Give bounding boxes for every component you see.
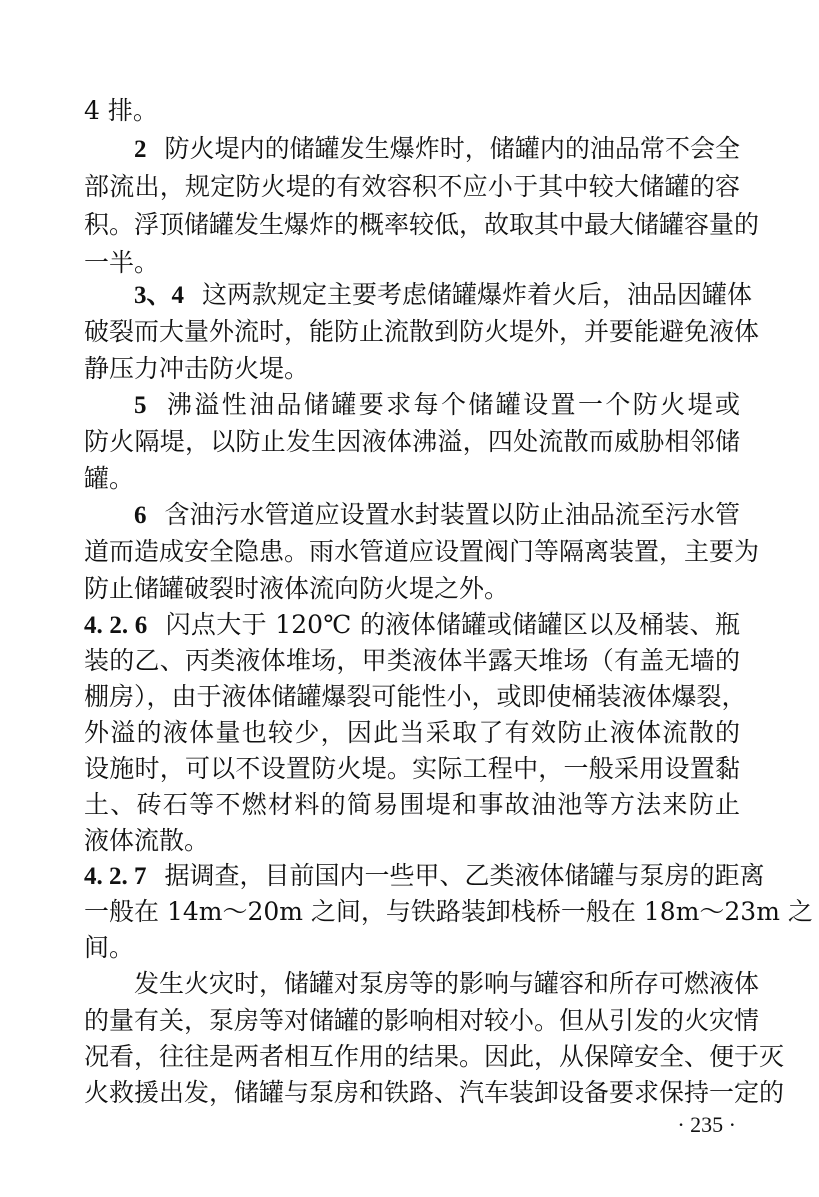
text-line: 棚房），由于液体储罐爆裂可能性小，或即使桶装液体爆裂， <box>84 682 747 711</box>
clause-line: 5 沸溢性油品储罐要求每个储罐设置一个防火堤或 <box>134 390 740 419</box>
text-line: 的量有关，泵房等对储罐的影响相对较小。但从引发的火灾情 <box>84 1006 760 1035</box>
text-line: 破裂而大量外流时，能防止流散到防火堤外，并要能避免液体 <box>84 317 760 346</box>
text-line: 一般在 14m～20m 之间，与铁路装卸栈桥一般在 18m～23m 之 <box>84 897 813 926</box>
clause-line: 3、4 这两款规定主要考虑储罐爆炸着火后，油品因罐体 <box>134 280 753 309</box>
text-line: 况看，往往是两者相互作用的结果。因此，从保障安全、便于灭 <box>84 1042 785 1071</box>
clause-line: 4. 2. 6 闪点大于 120℃ 的液体储罐或储罐区以及桶装、瓶 <box>84 610 740 639</box>
text-line: 一半。 <box>84 248 160 277</box>
text-line: 4 排。 <box>84 96 158 125</box>
page-number: · 235 · <box>677 1112 736 1137</box>
clause-number: 2 <box>134 136 147 163</box>
clause-line: 2 防火堤内的储罐发生爆炸时，储罐内的油品常不会全 <box>134 134 740 163</box>
clause-number: 3、4 <box>134 282 185 309</box>
text-line: 液体流散。 <box>84 826 210 855</box>
text-line: 部流出，规定防火堤的有效容积不应小于其中较大储罐的容 <box>84 172 740 201</box>
clause-line: 4. 2. 7 据调查，目前国内一些甲、乙类液体储罐与泵房的距离 <box>84 861 765 890</box>
clause-number: 5 <box>134 392 147 419</box>
text-line: 静压力冲击防火堤。 <box>84 354 310 383</box>
text-line: 间。 <box>84 933 135 962</box>
clause-number: 4. 2. 7 <box>84 863 147 890</box>
text-line: 装的乙、丙类液体堆场，甲类液体半露天堆场（有盖无墙的 <box>84 646 740 675</box>
text-line: 土、砖石等不燃材料的简易围堤和事故油池等方法来防止 <box>84 790 740 819</box>
text-line: 防火隔堤，以防止发生因液体沸溢，四处流散而威胁相邻储 <box>84 427 740 456</box>
text-line: 积。浮顶储罐发生爆炸的概率较低，故取其中最大储罐容量的 <box>84 210 760 239</box>
clause-number: 4. 2. 6 <box>84 612 148 639</box>
text-line: 火救援出发，储罐与泵房和铁路、汽车装卸设备要求保持一定的 <box>84 1078 785 1107</box>
clause-number: 6 <box>134 502 147 529</box>
text-line: 外溢的液体量也较少，因此当采取了有效防止液体流散的 <box>84 718 740 747</box>
text-line: 设施时，可以不设置防火堤。实际工程中，一般采用设置黏 <box>84 754 740 783</box>
text-line: 道而造成安全隐患。雨水管道应设置阀门等隔离装置，主要为 <box>84 537 760 566</box>
text-line: 发生火灾时，储罐对泵房等的影响与罐容和所存可燃液体 <box>134 969 760 998</box>
text-line: 罐。 <box>84 464 135 493</box>
text-line: 防止储罐破裂时液体流向防火堤之外。 <box>84 574 510 603</box>
clause-line: 6 含油污水管道应设置水封装置以防止油品流至污水管 <box>134 500 740 529</box>
